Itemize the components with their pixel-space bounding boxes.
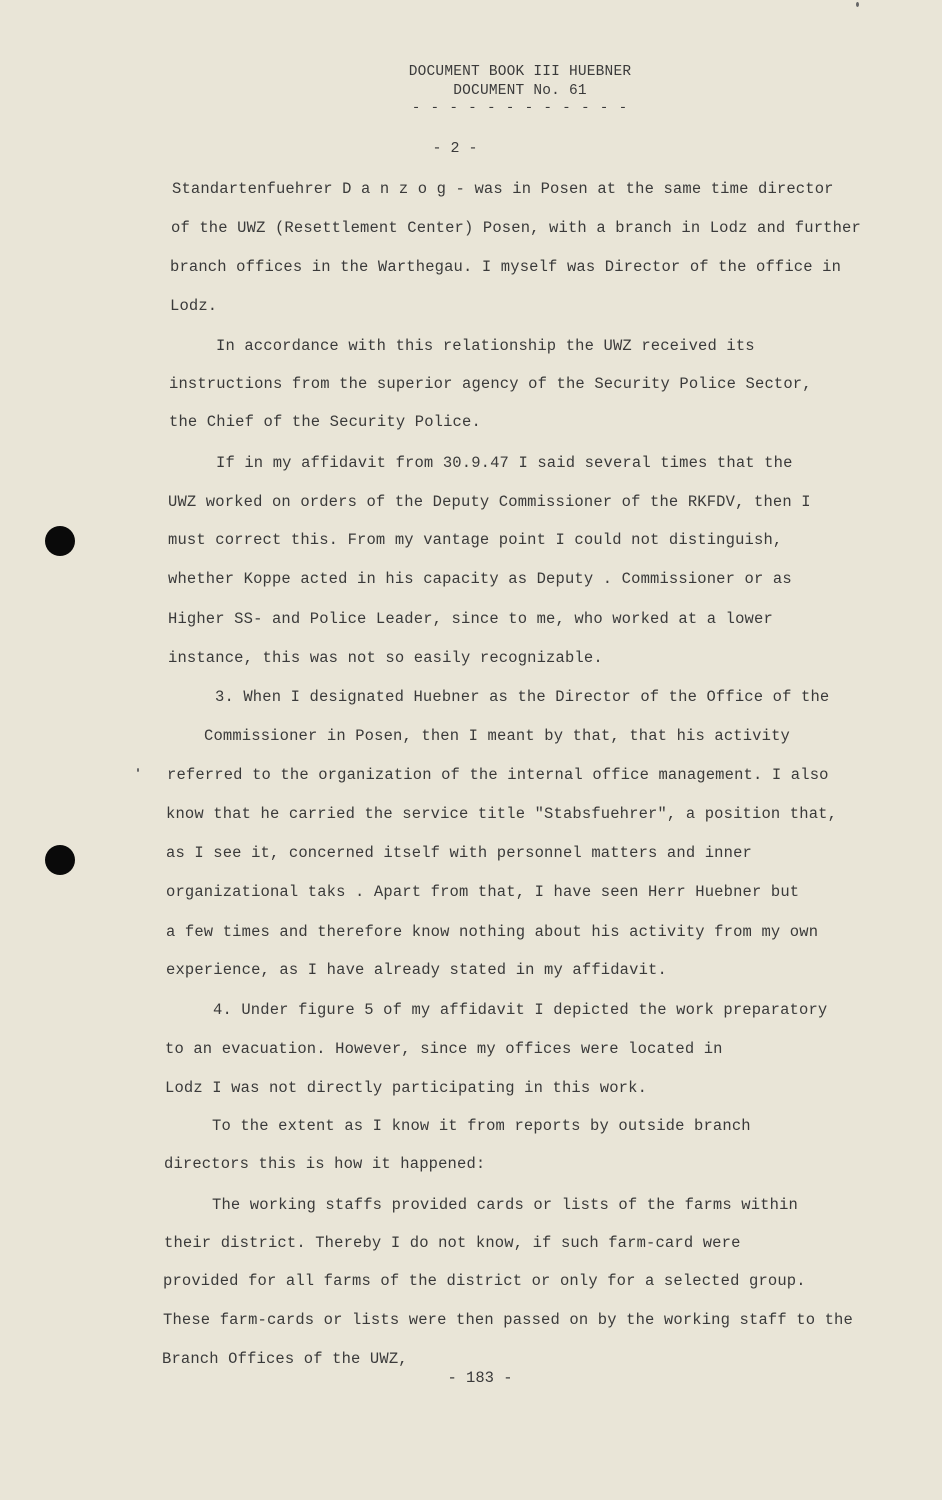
text-line: These farm-cards or lists were then passed on by the working staff to the [163,1311,853,1329]
punch-hole [45,845,75,875]
text-line: Higher SS- and Police Leader, since to me, who worked at a lower [168,610,773,628]
text-line: as I see it, concerned itself with personnel matters and inner [166,844,752,862]
text-line: Standartenfuehrer D a n z o g - was in Posen at the same time director [172,180,834,198]
paper-speck [137,768,139,772]
text-line: 4. Under figure 5 of my affidavit I depicted the work preparatory [213,1001,828,1019]
text-line: provided for all farms of the district or only for a selected group. [163,1272,806,1290]
text-line: their district. Thereby I do not know, if such farm-card were [164,1234,741,1252]
text-line: Lodz I was not directly participating in this work. [165,1079,648,1097]
text-line: instance, this was not so easily recognizable. [168,649,603,667]
text-line: know that he carried the service title "Stabsfuehrer", a position that, [166,805,838,823]
text-line: UWZ worked on orders of the Deputy Commissioner of the RKFDV, then I [168,493,811,511]
paper-speck [856,2,859,7]
text-line: branch offices in the Warthegau. I myself was Director of the office in [170,258,842,276]
document-book-title: DOCUMENT BOOK III HUEBNER [408,64,632,80]
text-line: whether Koppe acted in his capacity as Deputy . Commissioner or as [168,570,792,588]
page-number: - 2 - [432,140,478,157]
text-line: 3. When I designated Huebner as the Director of the Office of the [215,688,830,706]
text-line: a few times and therefore know nothing about his activity from my own [166,923,819,941]
text-line: directors this is how it happened: [164,1155,486,1173]
page-footer-number: - 183 - [447,1369,513,1387]
text-line: To the extent as I know it from reports by outside branch [212,1117,751,1135]
header-divider: - - - - - - - - - - - - [411,100,629,116]
text-line: experience, as I have already stated in my affidavit. [166,961,667,979]
document-number: DOCUMENT No. 61 [453,83,587,99]
text-line: to an evacuation. However, since my offices were located in [165,1040,723,1058]
text-line: instructions from the superior agency of the Security Police Sector, [169,375,812,393]
text-line: Lodz. [170,297,218,315]
text-line: Branch Offices of the UWZ, [162,1350,408,1368]
text-line: In accordance with this relationship the UWZ received its [216,337,755,355]
punch-hole [45,526,75,556]
text-line: Commissioner in Posen, then I meant by that, that his activity [204,727,790,745]
text-line: The working staffs provided cards or lists of the farms within [212,1196,798,1214]
text-line: referred to the organization of the internal office management. I also [167,766,829,784]
text-line: must correct this. From my vantage point I could not distinguish, [168,531,783,549]
text-line: of the UWZ (Resettlement Center) Posen, with a branch in Lodz and further [171,219,861,237]
text-line: organizational taks . Apart from that, I have seen Herr Huebner but [166,883,800,901]
text-line: If in my affidavit from 30.9.47 I said several times that the [216,454,793,472]
text-line: the Chief of the Security Police. [169,413,481,431]
